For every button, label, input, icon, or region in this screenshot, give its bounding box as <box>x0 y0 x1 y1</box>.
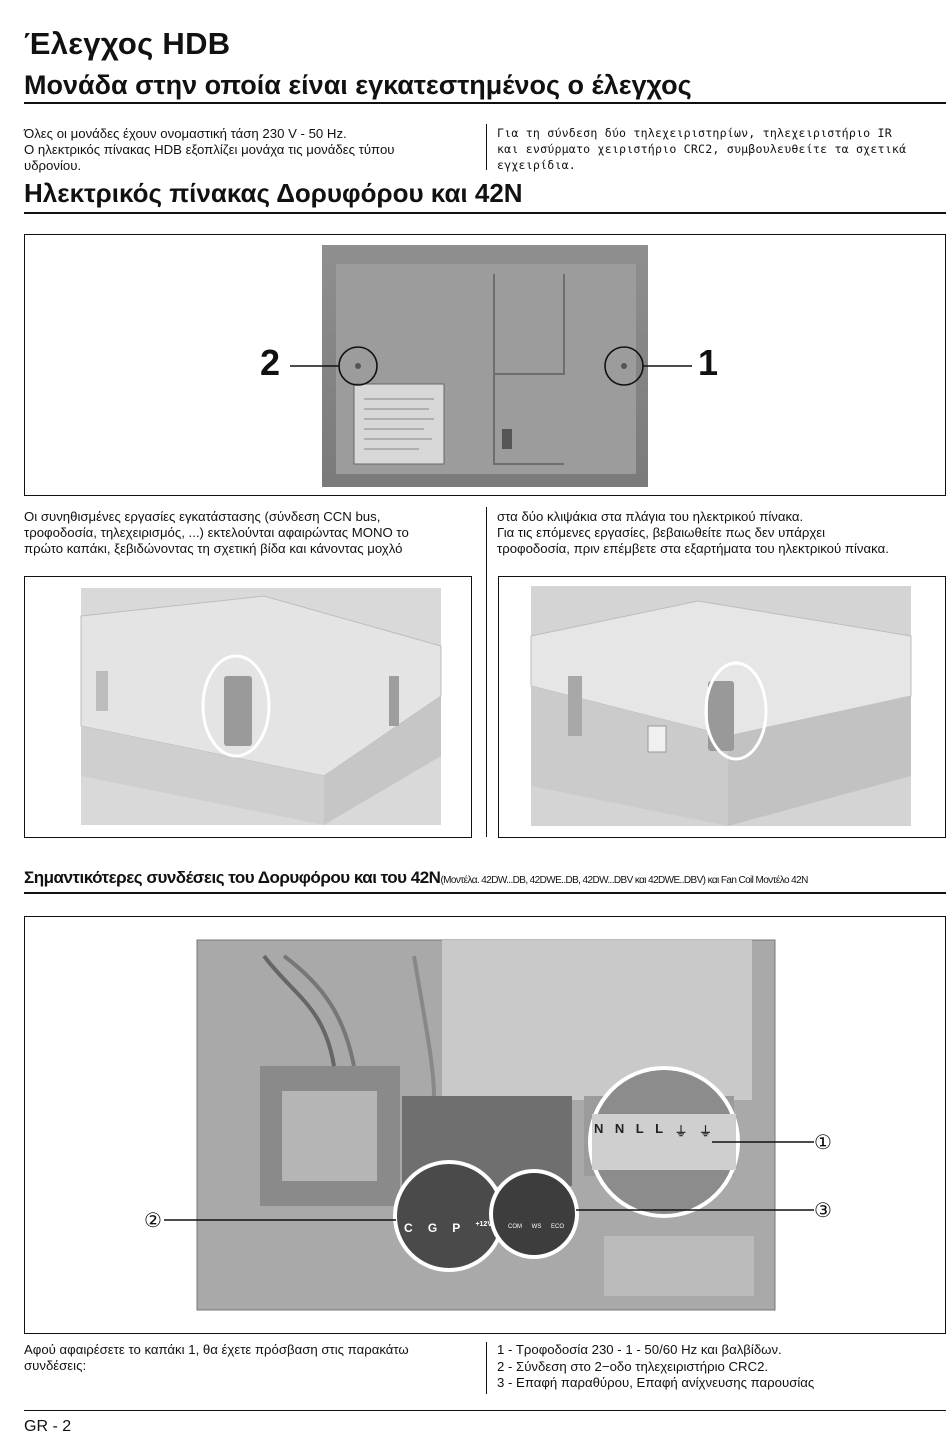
page-subtitle: Μονάδα στην οποία είναι εγκατεστημένος ο έλεγχος <box>24 70 692 100</box>
section-divider <box>24 212 946 214</box>
terminal-label: L <box>655 1121 664 1136</box>
intro-left <box>24 126 474 174</box>
section2-text-left <box>24 1342 484 1374</box>
text-line: Οι συνηθισμένες εργασίες εγκατάστασης (σύνδεση CCN bus, <box>24 509 381 524</box>
list-item: 2 - Σύνδεση στο 2−οδο τηλεχειριστήριο CRC2. <box>497 1358 769 1374</box>
intro-right <box>497 125 947 173</box>
list-item: 3 - Επαφή παραθύρου, Επαφή ανίχνευσης παρουσίας <box>497 1375 815 1390</box>
terminal-label: N <box>594 1121 604 1136</box>
intro-right-line: Για τη σύνδεση δύο τηλεχειριστηρίων, τηλεχειριστήριο IR <box>497 126 892 140</box>
callout-3: ③ <box>814 1200 832 1222</box>
intro-left-line: υδρονίου. <box>24 158 82 173</box>
list-item: 1 - Τροφοδοσία 230 - 1 - 50/60 Hz και βαλβίδων. <box>497 1342 782 1357</box>
terminal-label: G <box>427 1221 438 1235</box>
text-line: τροφοδοσία, τηλεχειρισμός, ...) εκτελούνται αφαιρώντας ΜΟΝΟ το <box>24 525 409 540</box>
left-clip-photo <box>24 576 472 838</box>
callout-1: ① <box>814 1132 832 1154</box>
terminal-label: C <box>404 1221 413 1235</box>
section-divider <box>24 892 946 894</box>
connections-heading <box>24 868 808 888</box>
intro-left-line: Ο ηλεκτρικός πίνακας HDB εξοπλίζει μονάχα τις μονάδες τύπου <box>24 142 395 157</box>
footer-divider <box>24 1410 946 1411</box>
terminal-label: WS <box>531 1224 542 1230</box>
connections-list <box>497 1342 947 1392</box>
text-line: πρώτο καπάκι, ξεβιδώνοντας τη σχετική βίδα και κάνοντας μοχλό <box>24 541 403 556</box>
section-heading: Ηλεκτρικός πίνακας Δορυφόρου και 42N <box>24 178 523 208</box>
callout-2: ② <box>144 1210 162 1232</box>
connections-photo <box>24 916 946 1334</box>
section1-text-right <box>497 509 947 557</box>
terminal-label: L <box>635 1121 644 1136</box>
page-number: GR - 2 <box>24 1418 72 1435</box>
terminal-label: +12V <box>475 1221 492 1228</box>
column-divider <box>486 507 487 837</box>
text-line: Αφού αφαιρέσετε το καπάκι 1, θα έχετε πρόσβαση στις παρακάτω <box>24 1342 409 1357</box>
text-line: Για τις επόμενες εργασίες, βεβαιωθείτε πως δεν υπάρχει <box>497 525 826 540</box>
terminal-label: N <box>614 1121 625 1136</box>
heading-main: Σημαντικότερες συνδέσεις του Δορυφόρου και του 42N <box>24 868 441 887</box>
terminal-label: COM <box>508 1224 522 1230</box>
text-line: συνδέσεις: <box>24 1358 87 1373</box>
page-title: Έλεγχος HDB <box>24 26 231 61</box>
heading-models: (Μοντέλα. 42DW...DB, 42DWE..DB, 42DW...DBV και 42DWE..DBV) και Fan Coil Μοντέλο 42N <box>440 875 808 886</box>
intro-right-line: και ενσύρματο χειριστήριο CRC2, συμβουλευθείτε τα σχετικά <box>497 142 907 156</box>
right-clip-photo <box>498 576 946 838</box>
title-divider <box>24 102 946 104</box>
text-line: στα δύο κλιψάκια στα πλάγια του ηλεκτρικού πίνακα. <box>497 509 804 524</box>
crc2-terminal-labels <box>404 1221 492 1235</box>
contact-terminal-labels <box>508 1224 564 1230</box>
terminal-label: ⏚ <box>674 1124 688 1139</box>
text-line: τροφοδοσία, πριν επέμβετε στα εξαρτήματα του ηλεκτρικού πίνακα. <box>497 541 889 556</box>
power-terminal-labels <box>594 1121 712 1140</box>
section1-text-left <box>24 509 484 557</box>
intro-right-line: εγχειρίδια. <box>497 158 576 172</box>
callout-1: 1 <box>698 342 719 383</box>
control-box-photo <box>24 234 946 496</box>
column-divider <box>486 1342 487 1394</box>
terminal-label: ⏚ <box>698 1124 712 1139</box>
terminal-label: P <box>452 1221 461 1235</box>
callout-2: 2 <box>260 342 281 383</box>
terminal-label: ECO <box>550 1224 564 1230</box>
intro-left-line: Όλες οι μονάδες έχουν ονομαστική τάση 230 V - 50 Hz. <box>24 126 347 141</box>
column-divider <box>486 124 487 170</box>
